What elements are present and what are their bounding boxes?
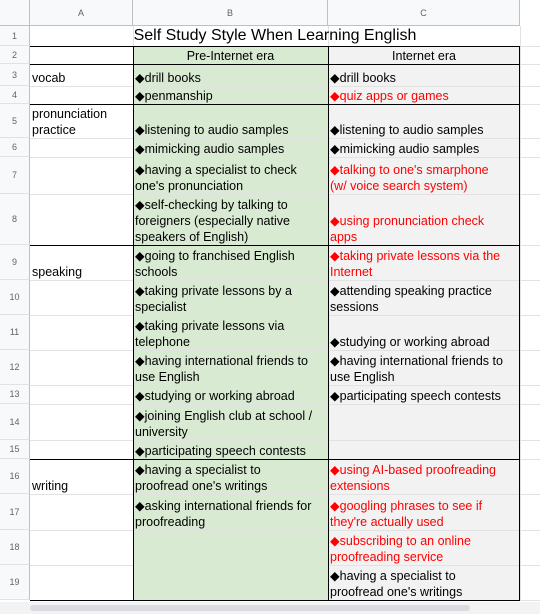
category-text: speaking — [32, 265, 83, 279]
row-header-18[interactable]: 18 — [0, 530, 30, 565]
item-text-line: ◆participating speech contests — [135, 444, 306, 458]
pre-internet-item[interactable] — [133, 440, 328, 459]
internet-item[interactable] — [328, 459, 520, 494]
column-header-a[interactable]: A — [30, 0, 133, 26]
header-pre-internet[interactable] — [133, 46, 328, 64]
category-text: writing — [32, 479, 69, 493]
row-header-7[interactable]: 7 — [0, 157, 30, 194]
internet-item[interactable] — [328, 194, 520, 245]
item-text-line: ◆taking private lessons via — [135, 319, 285, 333]
table-border — [30, 459, 520, 460]
item-text-line: proofreading service — [330, 550, 444, 564]
internet-item[interactable] — [328, 157, 520, 194]
row-header-8[interactable]: 8 — [0, 194, 30, 245]
item-text-line: ◆joining English club at school / — [135, 409, 313, 423]
row-header-9[interactable]: 9 — [0, 245, 30, 280]
row-header-1[interactable]: 1 — [0, 26, 30, 46]
header-text: Pre-Internet era — [186, 49, 275, 63]
row-header-4[interactable]: 4 — [0, 86, 30, 104]
header-text: Internet era — [392, 49, 456, 63]
table-border — [133, 46, 134, 600]
item-text-line: ◆listening to audio samples — [135, 123, 289, 137]
internet-item[interactable] — [328, 245, 520, 280]
category-text: pronunciation — [32, 107, 108, 121]
item-text-line: ◆googling phrases to see if — [330, 499, 483, 513]
pre-internet-item[interactable] — [133, 280, 328, 315]
item-text-line: one's pronunciation — [135, 179, 244, 193]
item-text-line: ◆drill books — [135, 71, 201, 85]
pre-internet-item[interactable] — [133, 494, 328, 530]
row-header-12[interactable]: 12 — [0, 350, 30, 385]
pre-internet-item[interactable] — [133, 350, 328, 385]
scrollbar-thumb[interactable] — [30, 605, 470, 611]
table-border — [519, 46, 520, 600]
row-header-13[interactable]: 13 — [0, 385, 30, 404]
item-text-line: ◆using AI-based proofreading — [330, 463, 496, 477]
pre-internet-item[interactable] — [133, 194, 328, 245]
internet-item[interactable] — [328, 350, 520, 385]
item-text-line: ◆using pronunciation check — [330, 214, 485, 228]
table-border — [328, 46, 329, 600]
row-header-2[interactable]: 2 — [0, 46, 30, 64]
item-text-line: ◆going to franchised English — [135, 249, 295, 263]
category-text: vocab — [32, 71, 66, 85]
title-text: Self Study Style When Learning English — [133, 27, 417, 44]
internet-item[interactable] — [328, 315, 520, 350]
pre-internet-item[interactable] — [133, 104, 328, 138]
item-text-line: proofread one's writings — [330, 585, 463, 599]
item-text-line: ◆having a specialist to check — [135, 163, 297, 177]
item-text-line: ◆having international friends to — [330, 354, 503, 368]
item-text-line: sessions — [330, 300, 379, 314]
row-header-11[interactable]: 11 — [0, 315, 30, 350]
item-text-line: use English — [330, 370, 395, 384]
item-text-line: schools — [135, 265, 178, 279]
category-writing[interactable] — [30, 459, 133, 494]
item-text-line: they're actually used — [330, 515, 444, 529]
item-text-line: ◆mimicking audio samples — [330, 142, 480, 156]
pre-internet-item[interactable] — [133, 64, 328, 86]
item-text-line: university — [135, 425, 188, 439]
internet-item[interactable] — [328, 138, 520, 157]
item-text-line: ◆studying or working abroad — [135, 389, 295, 403]
item-text-line: ◆subscribing to an online — [330, 534, 471, 548]
item-text-line: ◆mimicking audio samples — [135, 142, 285, 156]
table-border — [30, 245, 520, 246]
internet-item[interactable] — [328, 64, 520, 86]
pre-internet-item[interactable] — [133, 157, 328, 194]
item-text-line: ◆self-checking by talking to — [135, 198, 288, 212]
pre-internet-item[interactable] — [133, 86, 328, 104]
pre-internet-item[interactable] — [133, 385, 328, 404]
row-header-17[interactable]: 17 — [0, 494, 30, 530]
row-header-19[interactable]: 19 — [0, 565, 30, 600]
row-header-14[interactable]: 14 — [0, 404, 30, 440]
item-text-line: use English — [135, 370, 200, 384]
pre-internet-item[interactable] — [133, 138, 328, 157]
table-border — [30, 600, 520, 601]
item-text-line: Internet — [330, 265, 373, 279]
category-text: practice — [32, 123, 76, 137]
internet-item[interactable] — [328, 280, 520, 315]
row-header-3[interactable]: 3 — [0, 64, 30, 86]
sheet-title[interactable] — [30, 26, 520, 46]
internet-item[interactable] — [328, 565, 520, 600]
item-text-line: ◆having a specialist to — [330, 569, 456, 583]
item-text-line: ◆taking private lessons by a — [135, 284, 292, 298]
item-text-line: ◆listening to audio samples — [330, 123, 484, 137]
item-text-line: ◆quiz apps or games — [330, 89, 449, 103]
item-text-line: extensions — [330, 479, 390, 493]
item-text-line: (w/ voice search system) — [330, 179, 468, 193]
item-text-line: proofread one's writings — [135, 479, 268, 493]
table-border — [30, 46, 520, 47]
header-internet[interactable] — [328, 46, 520, 64]
item-text-line: ◆having international friends to — [135, 354, 308, 368]
internet-item[interactable] — [328, 530, 520, 565]
item-text-line: ◆participating speech contests — [330, 389, 501, 403]
item-text-line: telephone — [135, 335, 190, 349]
item-text-line: ◆having a specialist to — [135, 463, 261, 477]
row-header-15[interactable]: 15 — [0, 440, 30, 459]
internet-item[interactable] — [328, 86, 520, 104]
item-text-line: ◆asking international friends for — [135, 499, 312, 513]
item-text-line: proofreading — [135, 515, 206, 529]
item-text-line: ◆drill books — [330, 71, 396, 85]
horizontal-scrollbar[interactable] — [0, 602, 540, 614]
item-text-line: speakers of English) — [135, 230, 249, 244]
item-text-line: apps — [330, 230, 358, 244]
item-text-line: specialist — [135, 300, 187, 314]
row-header-16[interactable]: 16 — [0, 459, 30, 494]
item-text-line: ◆taking private lessons via the — [330, 249, 501, 263]
column-header-c[interactable]: C — [328, 0, 520, 26]
item-text-line: foreigners (especially native — [135, 214, 290, 228]
table-border — [30, 104, 520, 105]
table-border — [30, 64, 520, 65]
row-header-10[interactable]: 10 — [0, 280, 30, 315]
category-pronunciation-practice[interactable] — [30, 104, 133, 138]
category-speaking[interactable] — [30, 245, 133, 280]
item-text-line: ◆attending speaking practice — [330, 284, 492, 298]
gridline — [520, 26, 521, 600]
pre-internet-item[interactable] — [133, 404, 328, 440]
pre-internet-item[interactable] — [133, 315, 328, 350]
row-header-5[interactable]: 5 — [0, 104, 30, 138]
corner-select-all[interactable] — [0, 0, 30, 26]
pre-internet-item[interactable] — [133, 459, 328, 494]
item-text-line: ◆studying or working abroad — [330, 335, 490, 349]
row-header-6[interactable]: 6 — [0, 138, 30, 157]
internet-item[interactable] — [328, 104, 520, 138]
internet-item[interactable] — [328, 385, 520, 404]
item-text-line: ◆talking to one's smarphone — [330, 163, 489, 177]
column-header-b[interactable]: B — [133, 0, 328, 26]
pre-internet-item[interactable] — [133, 245, 328, 280]
internet-item[interactable] — [328, 494, 520, 530]
item-text-line: ◆penmanship — [135, 89, 213, 103]
category-vocab[interactable] — [30, 64, 133, 86]
